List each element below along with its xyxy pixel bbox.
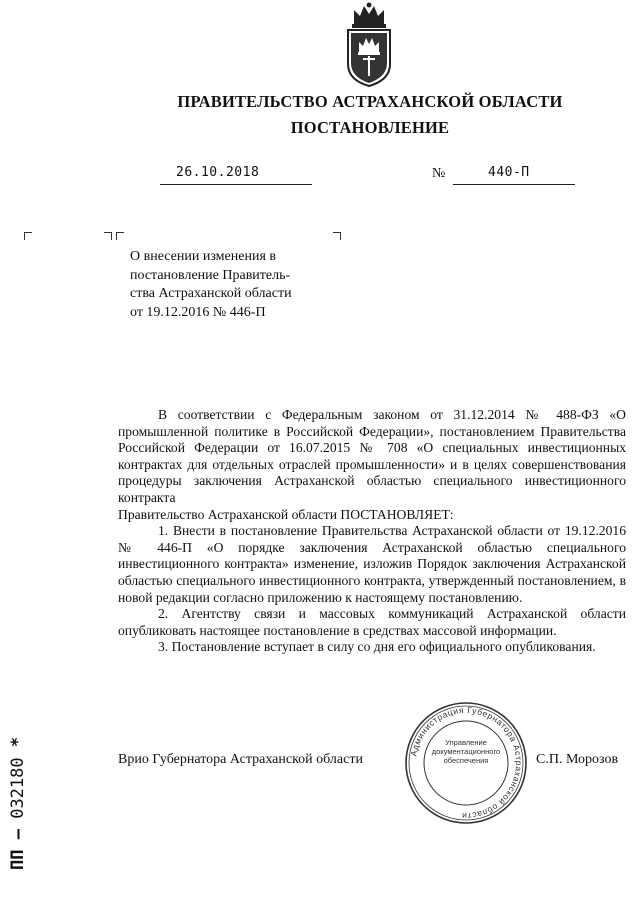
subject-line: О внесении изменения в	[130, 249, 276, 264]
stamp-line: Управление	[445, 738, 487, 747]
stamp-inner	[404, 701, 528, 825]
corner-mark	[104, 232, 112, 240]
item-paragraph: 3. Постановление вступает в силу со дня его официального опубликования.	[158, 639, 596, 655]
number-sign: №	[432, 166, 446, 181]
item-paragraph: 1. Внести в постановление Правительства Астраханской области от 19.12.2016 № 446-П «О порядке заключения Астраханской областью специального инвестиционного контракта» изменение, изложив Порядок заключения Астраханской областью специального инвестиционного контракта, утвержденный постановлением, в новой редакции согласно приложению к настоящему постановлению.	[118, 523, 626, 605]
registration-number: 032180	[8, 757, 28, 819]
registration-prefix: ПП –	[8, 829, 28, 870]
stamp-line: документационного	[431, 747, 501, 756]
svg-text:Администрация Губернатора Астр: Администрация Губернатора Астраханской области	[408, 704, 525, 822]
stamp-line: обеспечения	[443, 756, 489, 765]
item-paragraph: 2. Агентству связи и массовых коммуникаций Астраханской области опубликовать настоящее постановление в средствах массовой информации.	[118, 606, 626, 638]
document-body	[118, 407, 626, 656]
document-number: 440-П	[488, 165, 530, 180]
coat-of-arms-icon	[340, 2, 398, 88]
corner-mark	[24, 232, 32, 240]
subject-line: от 19.12.2016 № 446-П	[130, 304, 266, 320]
decree-line: Правительство Астраханской области ПОСТАНОВЛЯЕТ:	[118, 506, 454, 522]
government-title: ПРАВИТЕЛЬСТВО АСТРАХАНСКОЙ ОБЛАСТИ	[177, 92, 563, 111]
corner-mark	[333, 232, 341, 240]
subject-line: постановление Правитель-	[130, 267, 291, 283]
corner-mark	[116, 232, 124, 240]
signatory-name: С.П. Морозов	[536, 752, 619, 767]
document-subject	[130, 248, 310, 322]
document-date: 26.10.2018	[176, 165, 260, 180]
registration-star: *	[8, 736, 28, 748]
registration-mark	[8, 737, 28, 870]
subject-line: ства Астраханской области	[130, 286, 292, 301]
signatory-role: Врио Губернатора Астраханской области	[118, 752, 363, 767]
preamble-paragraph: В соответствии с Федеральным законом от 31.12.2014 № 488-ФЗ «О промышленной политике в Российской Федерации», постановлением Правительства Российской Федерации от 16.07.2015 № 708 «О специальных инвестиционных контрактах для отдельных отраслей промышленности» и в целях совершенствования процедуры заключения Астраханской областью специального инвестиционного контракта	[118, 407, 626, 505]
document-type: ПОСТАНОВЛЕНИЕ	[290, 118, 450, 137]
